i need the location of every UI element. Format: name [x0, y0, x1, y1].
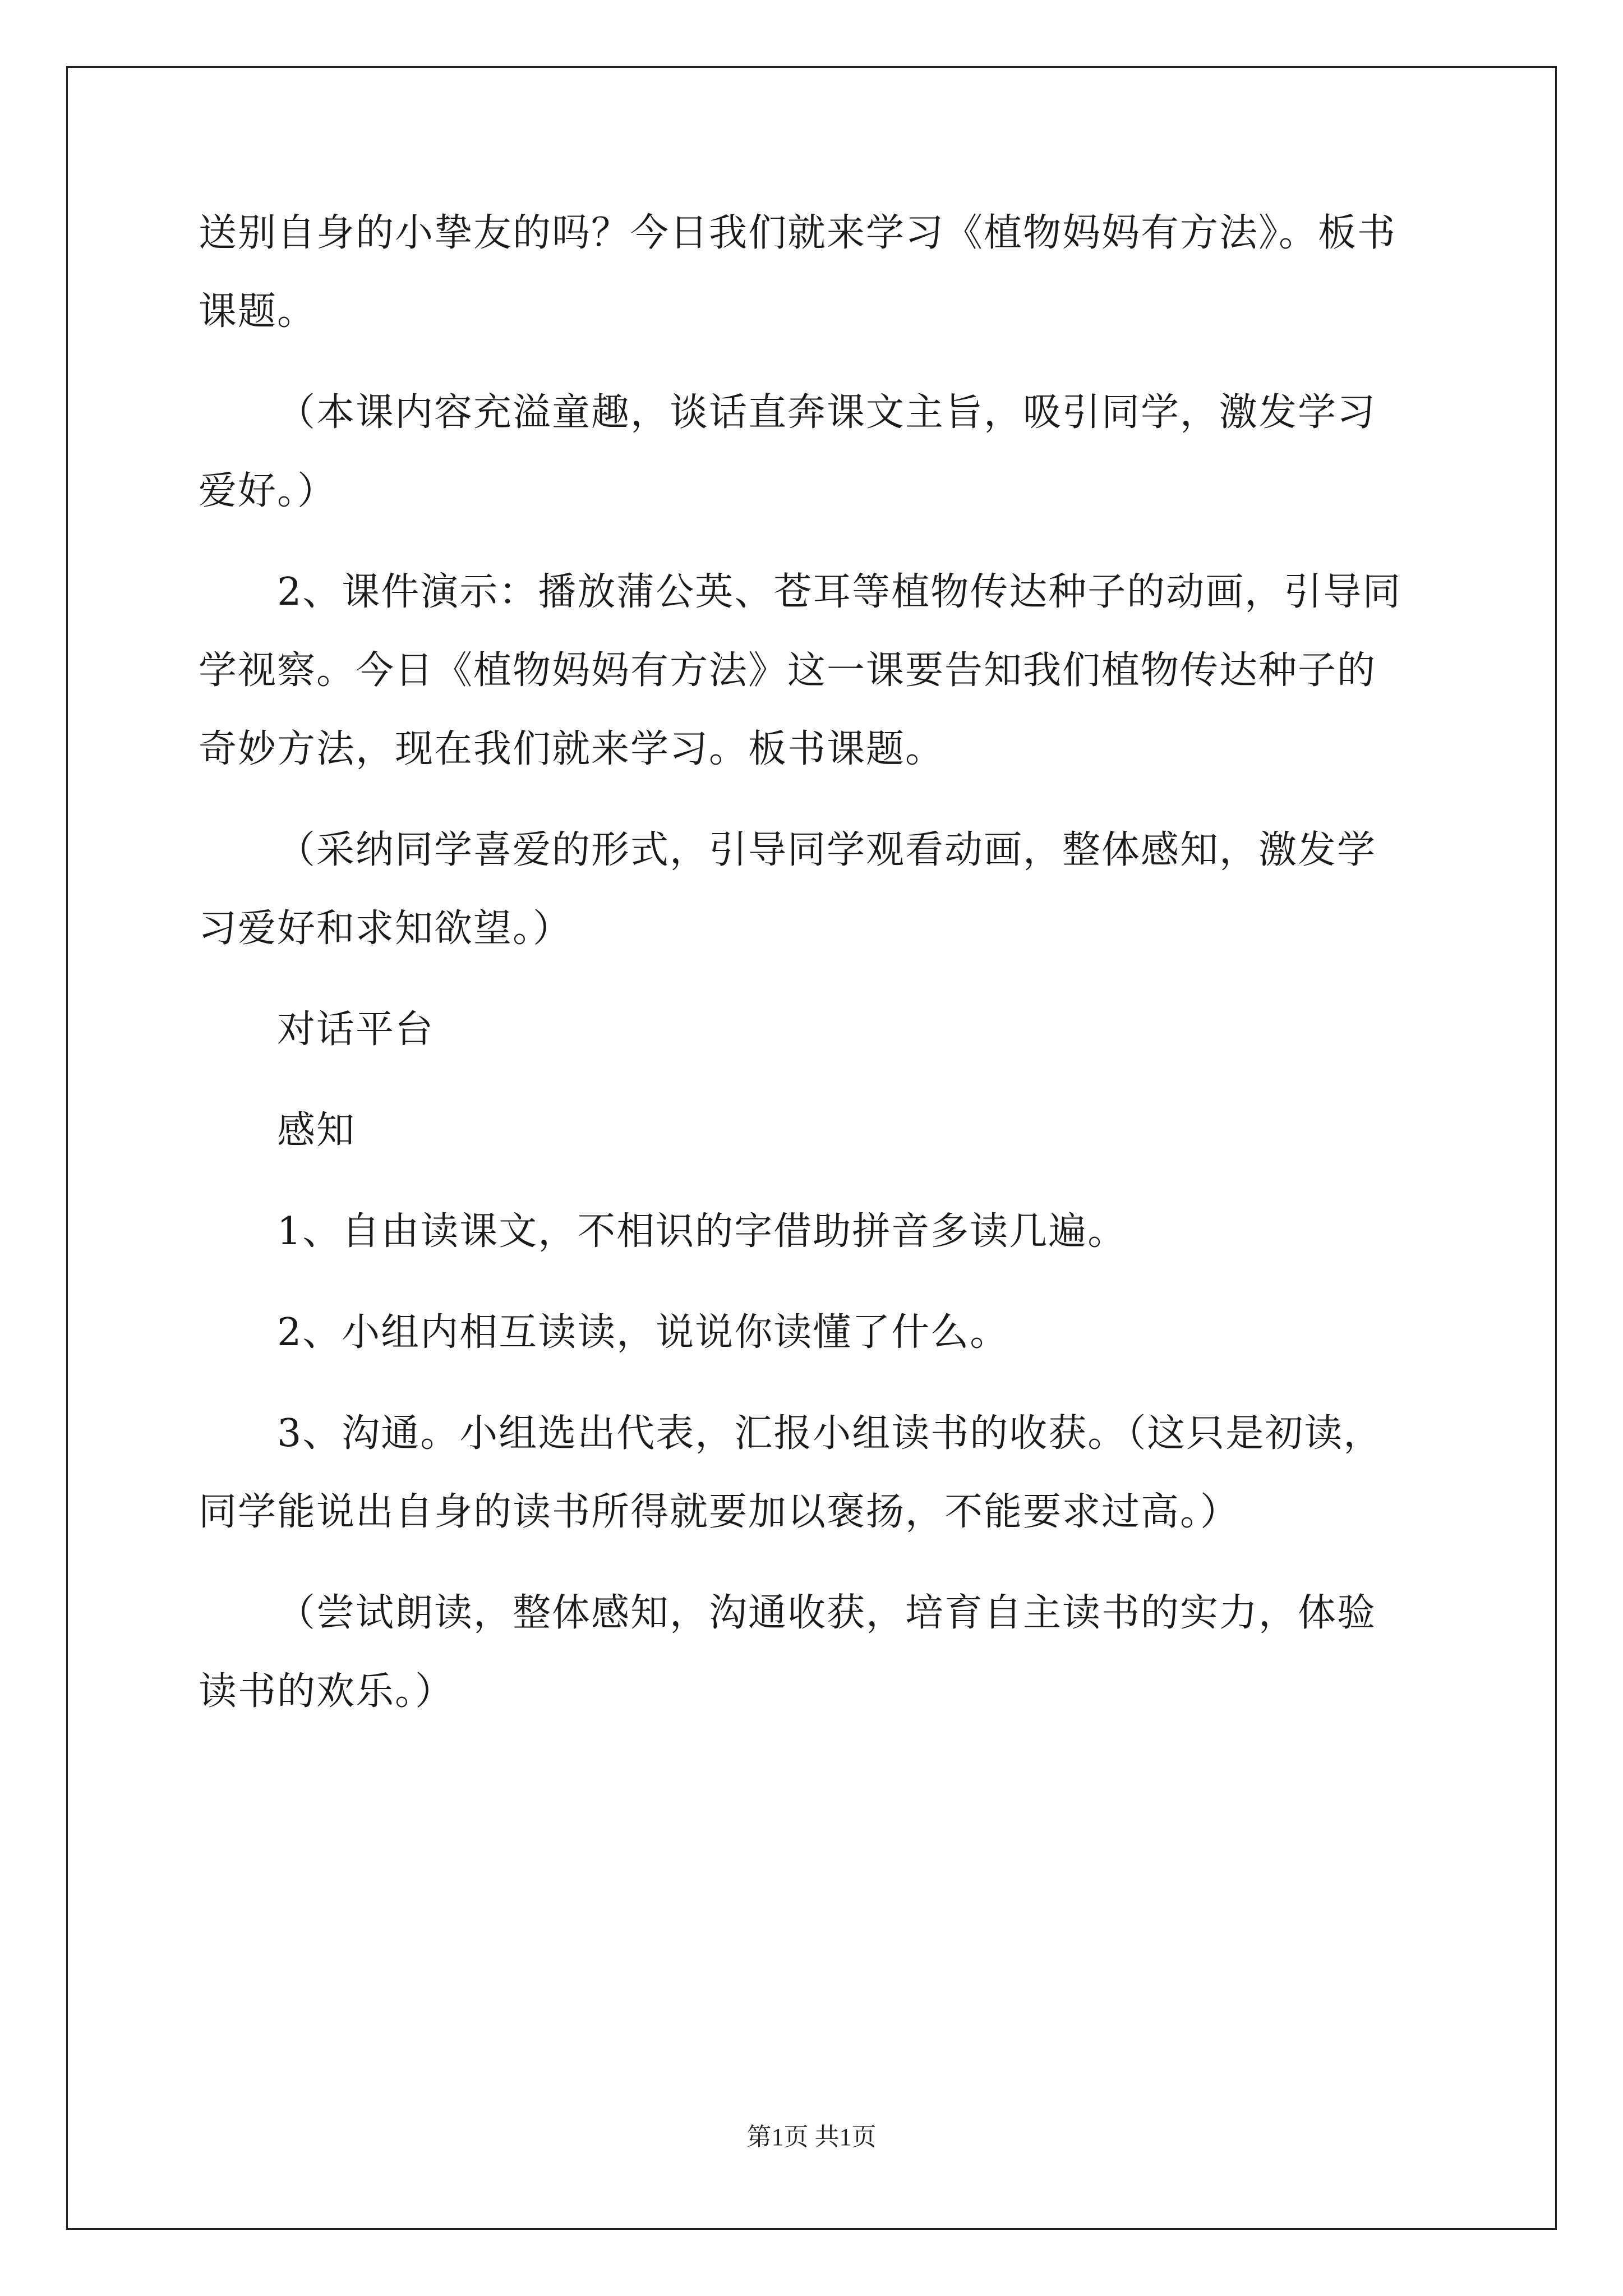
- section-heading: 对话平台: [277, 1007, 435, 1052]
- text-line: 读书的欢乐。）: [199, 1669, 455, 1714]
- page-footer: 第1页 共1页: [746, 2123, 877, 2151]
- text-line: 送别自身的小挚友的吗？今日我们就来学习《植物妈妈有方法》。板书: [199, 211, 1397, 255]
- text-line: （本课内容充溢童趣，谈话直奔课文主旨，吸引同学，激发学习: [277, 390, 1377, 435]
- text-line: （尝试朗读，整体感知，沟通收获，培育自主读书的实力，体验: [277, 1591, 1377, 1635]
- text-line: 2、小组内相互读读，说说你读懂了什么。: [277, 1310, 1009, 1355]
- section-heading: 感知: [277, 1108, 356, 1153]
- text-line: 学视察。今日《植物妈妈有方法》这一课要告知我们植物传达种子的: [199, 648, 1377, 693]
- text-line: 2、课件演示：播放蒲公英、苍耳等植物传达种子的动画，引导同: [277, 570, 1402, 614]
- text-line: 3、沟通。小组选出代表，汇报小组读书的收获。（这只是初读，: [277, 1411, 1383, 1456]
- text-line: （采纳同学喜爱的形式，引导同学观看动画，整体感知，激发学: [277, 828, 1377, 872]
- text-line: 同学能说出自身的读书所得就要加以褒扬，不能要求过高。）: [199, 1490, 1240, 1534]
- text-line: 爱好。）: [199, 469, 337, 513]
- text-line: 习爱好和求知欲望。）: [199, 907, 573, 951]
- text-line: 奇妙方法，现在我们就来学习。板书课题。: [199, 727, 945, 771]
- text-line: 1、自由读课文，不相识的字借助拼音多读几遍。: [277, 1209, 1127, 1254]
- text-line: 课题。: [199, 289, 317, 334]
